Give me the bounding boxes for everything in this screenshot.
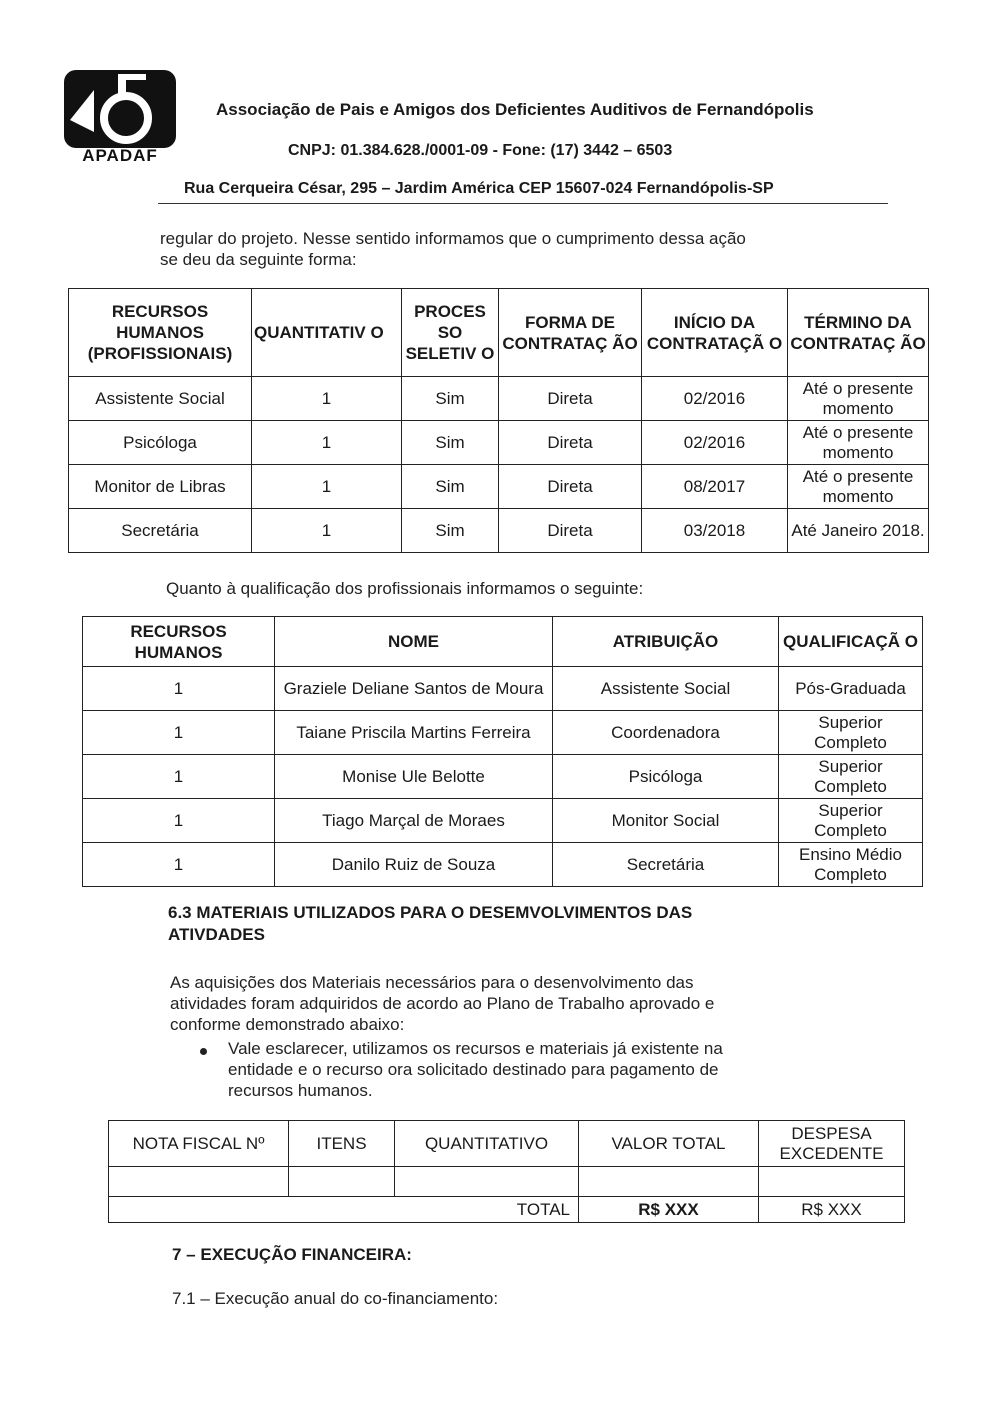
table-cell: 02/2016 (642, 377, 788, 421)
materials-table (108, 1120, 905, 1223)
table-cell: Monitor de Libras (69, 465, 252, 509)
table-cell: 1 (252, 377, 402, 421)
total-label: TOTAL (109, 1197, 579, 1223)
table-row (69, 465, 929, 509)
paragraph-line-2: atividades foram adquiridos de acordo ao Plano de Trabalho aprovado e (170, 994, 715, 1013)
table-cell: Até o presente momento (788, 465, 929, 509)
table-cell: Assistente Social (69, 377, 252, 421)
table-row (83, 755, 923, 799)
table-cell: Psicóloga (69, 421, 252, 465)
table-cell: Assistente Social (553, 667, 779, 711)
total-row (109, 1197, 905, 1223)
table-cell: Psicóloga (553, 755, 779, 799)
header-cell: RECURSOS HUMANOS (83, 617, 275, 667)
paragraph-line-3: conforme demonstrado abaixo: (170, 1015, 405, 1034)
qualification-table (82, 616, 923, 887)
header-cell: NOTA FISCAL Nº (109, 1121, 289, 1167)
table-header-row (109, 1121, 905, 1167)
total-value: R$ XXX (579, 1197, 759, 1223)
table-cell: Até o presente momento (788, 377, 929, 421)
section-7-title: 7 – EXECUÇÃO FINANCEIRA: (172, 1245, 412, 1264)
header-divider (158, 203, 888, 204)
section-6-3-title (168, 902, 868, 946)
table-cell: 1 (83, 711, 275, 755)
qualification-intro: Quanto à qualificação dos profissionais informamos o seguinte: (166, 579, 644, 598)
header-cell: QUANTITATIV O (252, 289, 402, 377)
header-cell: PROCES SO SELETIV O (402, 289, 499, 377)
logo-text: APADAF (82, 146, 158, 165)
table-cell: 1 (252, 465, 402, 509)
table-row (83, 843, 923, 887)
bullet-icon (200, 1048, 207, 1055)
table-cell: 1 (83, 667, 275, 711)
header-cell: FORMA DE CONTRATAÇ ÃO (499, 289, 642, 377)
table-cell: 02/2016 (642, 421, 788, 465)
header-cell: VALOR TOTAL (579, 1121, 759, 1167)
table-cell: Ensino Médio Completo (779, 843, 923, 887)
table-cell: Danilo Ruiz de Souza (275, 843, 553, 887)
table-cell (579, 1167, 759, 1197)
table-cell: Tiago Marçal de Moraes (275, 799, 553, 843)
table-cell: Até Janeiro 2018. (788, 509, 929, 553)
header-cell: QUANTITATIVO (395, 1121, 579, 1167)
intro-line-1: regular do projeto. Nesse sentido informamos que o cumprimento dessa ação (160, 229, 746, 248)
table-cell: Graziele Deliane Santos de Moura (275, 667, 553, 711)
table-cell: Até o presente momento (788, 421, 929, 465)
bullet-line-2: entidade e o recurso ora solicitado destinado para pagamento de (228, 1060, 719, 1079)
header-cell: ITENS (289, 1121, 395, 1167)
table-cell (395, 1167, 579, 1197)
header-cell: INÍCIO DA CONTRATAÇÃ O (642, 289, 788, 377)
bullet-paragraph (228, 1038, 848, 1101)
address: Rua Cerqueira César, 295 – Jardim América CEP 15607-024 Fernandópolis-SP (184, 180, 774, 197)
table-cell: Secretária (553, 843, 779, 887)
section-7-1-subtitle: 7.1 – Execução anual do co-financiamento: (172, 1289, 499, 1308)
paragraph-line-1: As aquisições dos Materiais necessários para o desenvolvimento das (170, 973, 694, 992)
table-cell: 1 (252, 421, 402, 465)
table-cell: Superior Completo (779, 799, 923, 843)
header-cell: ATRIBUIÇÃO (553, 617, 779, 667)
table-cell: Direta (499, 377, 642, 421)
table-cell: 08/2017 (642, 465, 788, 509)
cnpj-phone: CNPJ: 01.384.628./0001-09 - Fone: (17) 3442 – 6503 (288, 142, 673, 159)
table-cell: Direta (499, 509, 642, 553)
table-cell: Secretária (69, 509, 252, 553)
table-cell: 1 (83, 843, 275, 887)
table-row (69, 509, 929, 553)
table-row (83, 711, 923, 755)
header-cell: DESPESA EXCEDENTE (759, 1121, 905, 1167)
table-row (83, 667, 923, 711)
table-cell: Sim (402, 465, 499, 509)
header-cell: QUALIFICAÇÃ O (779, 617, 923, 667)
table-cell: Direta (499, 421, 642, 465)
human-resources-table (68, 288, 929, 553)
table-cell (289, 1167, 395, 1197)
table-cell: Sim (402, 421, 499, 465)
table-cell: 1 (83, 799, 275, 843)
table-cell: 1 (252, 509, 402, 553)
table-header-row (69, 289, 929, 377)
table-cell: Superior Completo (779, 711, 923, 755)
table-cell: Monise Ule Belotte (275, 755, 553, 799)
section-title-line-2: ATIVDADES (168, 925, 265, 944)
header-cell: TÉRMINO DA CONTRATAÇ ÃO (788, 289, 929, 377)
ear-emblem-icon (64, 70, 176, 148)
intro-paragraph (160, 228, 840, 270)
materials-paragraph (170, 972, 850, 1035)
intro-line-2: se deu da seguinte forma: (160, 250, 357, 269)
table-row (69, 421, 929, 465)
table-cell: 1 (83, 755, 275, 799)
table-header-row (83, 617, 923, 667)
table-cell: Direta (499, 465, 642, 509)
table-row (109, 1167, 905, 1197)
apadaf-logo (64, 70, 176, 166)
table-cell: Taiane Priscila Martins Ferreira (275, 711, 553, 755)
table-cell: Sim (402, 377, 499, 421)
table-cell (759, 1167, 905, 1197)
bullet-line-3: recursos humanos. (228, 1081, 373, 1100)
header-cell: RECURSOS HUMANOS (PROFISSIONAIS) (69, 289, 252, 377)
table-row (69, 377, 929, 421)
bullet-line-1: Vale esclarecer, utilizamos os recursos e materiais já existente na (228, 1039, 723, 1058)
table-cell: 03/2018 (642, 509, 788, 553)
table-cell: Superior Completo (779, 755, 923, 799)
table-cell (109, 1167, 289, 1197)
header-cell: NOME (275, 617, 553, 667)
logo-emblem (64, 70, 176, 148)
total-excess: R$ XXX (759, 1197, 905, 1223)
table-cell: Sim (402, 509, 499, 553)
section-title-line-1: 6.3 MATERIAIS UTILIZADOS PARA O DESEMVOLVIMENTOS DAS (168, 903, 693, 922)
table-cell: Coordenadora (553, 711, 779, 755)
organization-name: Associação de Pais e Amigos dos Deficientes Auditivos de Fernandópolis (216, 100, 814, 119)
table-row (83, 799, 923, 843)
table-cell: Monitor Social (553, 799, 779, 843)
table-cell: Pós-Graduada (779, 667, 923, 711)
